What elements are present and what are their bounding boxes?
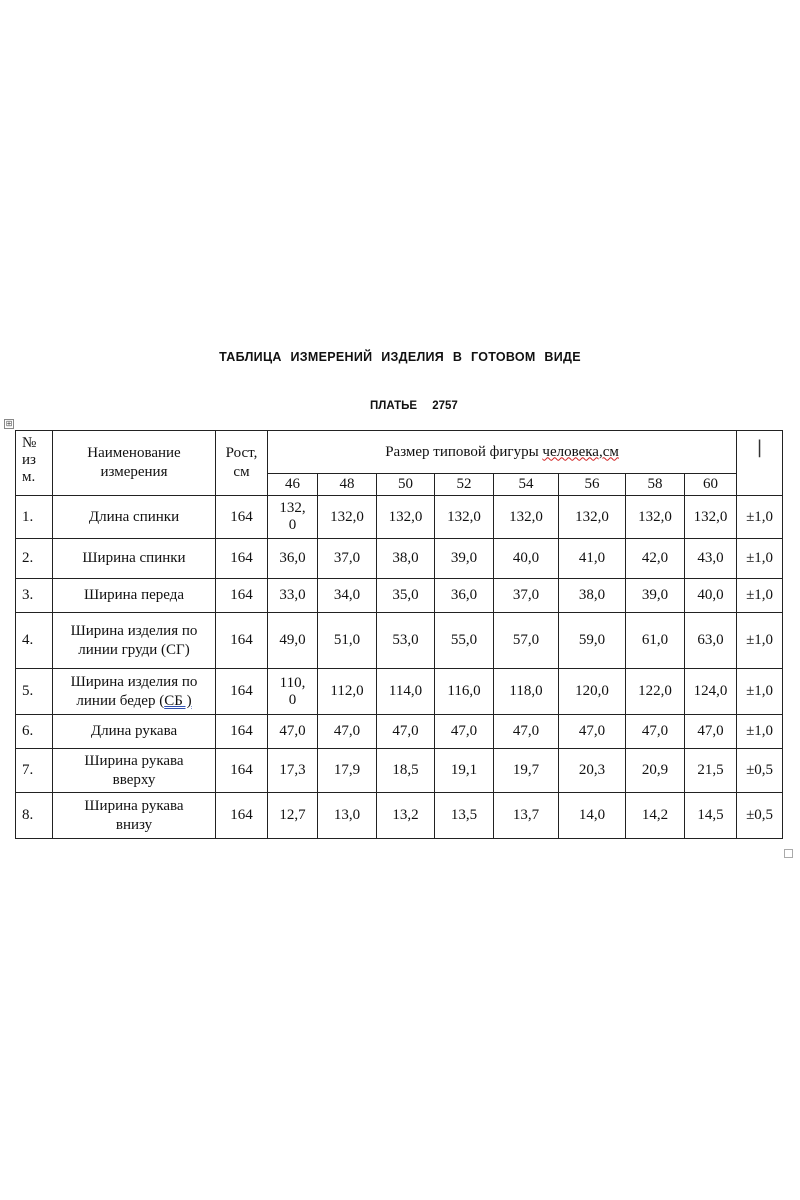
size-header-cell: 54	[494, 474, 559, 496]
measurement-value: 17,9	[318, 749, 377, 793]
text-cursor: |	[756, 437, 763, 458]
measurement-value: 37,0	[318, 539, 377, 579]
tolerance-value: ±0,5	[737, 749, 783, 793]
measurement-value: 40,0	[494, 539, 559, 579]
size-header-cell: 56	[559, 474, 626, 496]
table-row	[16, 793, 783, 839]
tolerance-value: ±0,5	[737, 793, 783, 839]
table-row	[16, 539, 783, 579]
measurement-value: 132,0	[626, 496, 685, 539]
measurement-value: 18,5	[377, 749, 435, 793]
table-row	[16, 749, 783, 793]
height-value: 164	[216, 669, 268, 715]
measurement-value: 36,0	[435, 579, 494, 613]
spellcheck-word: человека,см	[542, 443, 619, 460]
measurement-value: 14,5	[685, 793, 737, 839]
row-number: 5.	[16, 669, 53, 715]
measurement-value: 40,0	[685, 579, 737, 613]
measurement-value: 39,0	[435, 539, 494, 579]
measurement-value: 47,0	[377, 715, 435, 749]
measurement-value: 110, 0	[268, 669, 318, 715]
measurement-value: 63,0	[685, 613, 737, 669]
measurement-value: 118,0	[494, 669, 559, 715]
row-number: 1.	[16, 496, 53, 539]
measurement-value: 132,0	[494, 496, 559, 539]
measurement-value: 34,0	[318, 579, 377, 613]
measurement-value: 41,0	[559, 539, 626, 579]
measurement-name: Ширина изделия по линии бедер (СБ )	[53, 669, 216, 715]
measurement-value: 13,2	[377, 793, 435, 839]
row-number: 7.	[16, 749, 53, 793]
measurement-value: 132,0	[435, 496, 494, 539]
measurement-value: 132,0	[377, 496, 435, 539]
header-height: Рост, см	[216, 431, 268, 496]
table-row	[16, 579, 783, 613]
measurements-table	[15, 430, 783, 839]
table-row	[16, 613, 783, 669]
height-value: 164	[216, 793, 268, 839]
row-number: 8.	[16, 793, 53, 839]
measurement-value: 39,0	[626, 579, 685, 613]
measurement-value: 49,0	[268, 613, 318, 669]
measurement-value: 14,2	[626, 793, 685, 839]
measurement-value: 120,0	[559, 669, 626, 715]
measurement-value: 122,0	[626, 669, 685, 715]
measurement-value: 13,0	[318, 793, 377, 839]
row-number: 3.	[16, 579, 53, 613]
measurement-value: 36,0	[268, 539, 318, 579]
measurement-name: Длина спинки	[53, 496, 216, 539]
height-value: 164	[216, 715, 268, 749]
table-resize-handle[interactable]	[784, 849, 793, 858]
row-number: 6.	[16, 715, 53, 749]
size-header-cell: 50	[377, 474, 435, 496]
measurement-value: 47,0	[494, 715, 559, 749]
table-row	[16, 715, 783, 749]
measurement-value: 57,0	[494, 613, 559, 669]
measurement-value: 124,0	[685, 669, 737, 715]
measurement-value: 13,5	[435, 793, 494, 839]
grammar-check-word: СБ )	[164, 692, 192, 709]
height-value: 164	[216, 749, 268, 793]
header-size-group: Размер типовой фигуры человека,см	[268, 431, 737, 474]
measurement-value: 20,9	[626, 749, 685, 793]
tolerance-value: ±1,0	[737, 613, 783, 669]
measurement-value: 17,3	[268, 749, 318, 793]
size-header-cell: 52	[435, 474, 494, 496]
measurement-value: 132,0	[685, 496, 737, 539]
size-header-cell: 48	[318, 474, 377, 496]
measurement-value: 37,0	[494, 579, 559, 613]
measurement-name: Ширина изделия по линии груди (СГ)	[53, 613, 216, 669]
measurement-value: 51,0	[318, 613, 377, 669]
height-value: 164	[216, 579, 268, 613]
measurement-value: 42,0	[626, 539, 685, 579]
measurement-value: 47,0	[626, 715, 685, 749]
height-value: 164	[216, 539, 268, 579]
measurement-value: 114,0	[377, 669, 435, 715]
tolerance-value: ±1,0	[737, 496, 783, 539]
measurement-value: 132, 0	[268, 496, 318, 539]
measurement-value: 132,0	[559, 496, 626, 539]
measurement-value: 59,0	[559, 613, 626, 669]
measurement-value: 12,7	[268, 793, 318, 839]
measurement-value: 19,7	[494, 749, 559, 793]
measurement-value: 19,1	[435, 749, 494, 793]
measurement-value: 47,0	[685, 715, 737, 749]
table-move-handle-icon[interactable]: ⊞	[5, 419, 13, 428]
measurement-value: 13,7	[494, 793, 559, 839]
measurement-value: 53,0	[377, 613, 435, 669]
measurement-value: 47,0	[435, 715, 494, 749]
measurement-value: 55,0	[435, 613, 494, 669]
measurement-value: 112,0	[318, 669, 377, 715]
document-subtitle: ПЛАТЬЕ 2757	[370, 400, 458, 412]
measurement-name: Ширина переда	[53, 579, 216, 613]
measurement-name: Длина рукава	[53, 715, 216, 749]
measurement-value: 38,0	[559, 579, 626, 613]
header-measurement-name: Наименование измерения	[53, 431, 216, 496]
tolerance-value: ±1,0	[737, 539, 783, 579]
header-number: № из м.	[16, 431, 53, 496]
measurement-value: 21,5	[685, 749, 737, 793]
header-tolerance	[737, 431, 783, 496]
measurement-value: 132,0	[318, 496, 377, 539]
row-number: 2.	[16, 539, 53, 579]
measurement-value: 14,0	[559, 793, 626, 839]
table-row	[16, 496, 783, 539]
measurement-value: 33,0	[268, 579, 318, 613]
measurement-value: 47,0	[268, 715, 318, 749]
document-title: ТАБЛИЦА ИЗМЕРЕНИЙ ИЗДЕЛИЯ В ГОТОВОМ ВИДЕ	[219, 350, 581, 364]
measurement-name: Ширина рукава внизу	[53, 793, 216, 839]
tolerance-value: ±1,0	[737, 715, 783, 749]
height-value: 164	[216, 496, 268, 539]
tolerance-value: ±1,0	[737, 579, 783, 613]
measurement-value: 116,0	[435, 669, 494, 715]
row-number: 4.	[16, 613, 53, 669]
measurement-value: 47,0	[318, 715, 377, 749]
measurement-value: 35,0	[377, 579, 435, 613]
measurement-value: 43,0	[685, 539, 737, 579]
size-header-cell: 58	[626, 474, 685, 496]
measurement-value: 20,3	[559, 749, 626, 793]
measurement-value: 61,0	[626, 613, 685, 669]
height-value: 164	[216, 613, 268, 669]
measurement-name: Ширина рукава вверху	[53, 749, 216, 793]
size-header-cell: 46	[268, 474, 318, 496]
table-row	[16, 669, 783, 715]
size-header-cell: 60	[685, 474, 737, 496]
measurement-value: 47,0	[559, 715, 626, 749]
measurement-value: 38,0	[377, 539, 435, 579]
measurement-name: Ширина спинки	[53, 539, 216, 579]
tolerance-value: ±1,0	[737, 669, 783, 715]
